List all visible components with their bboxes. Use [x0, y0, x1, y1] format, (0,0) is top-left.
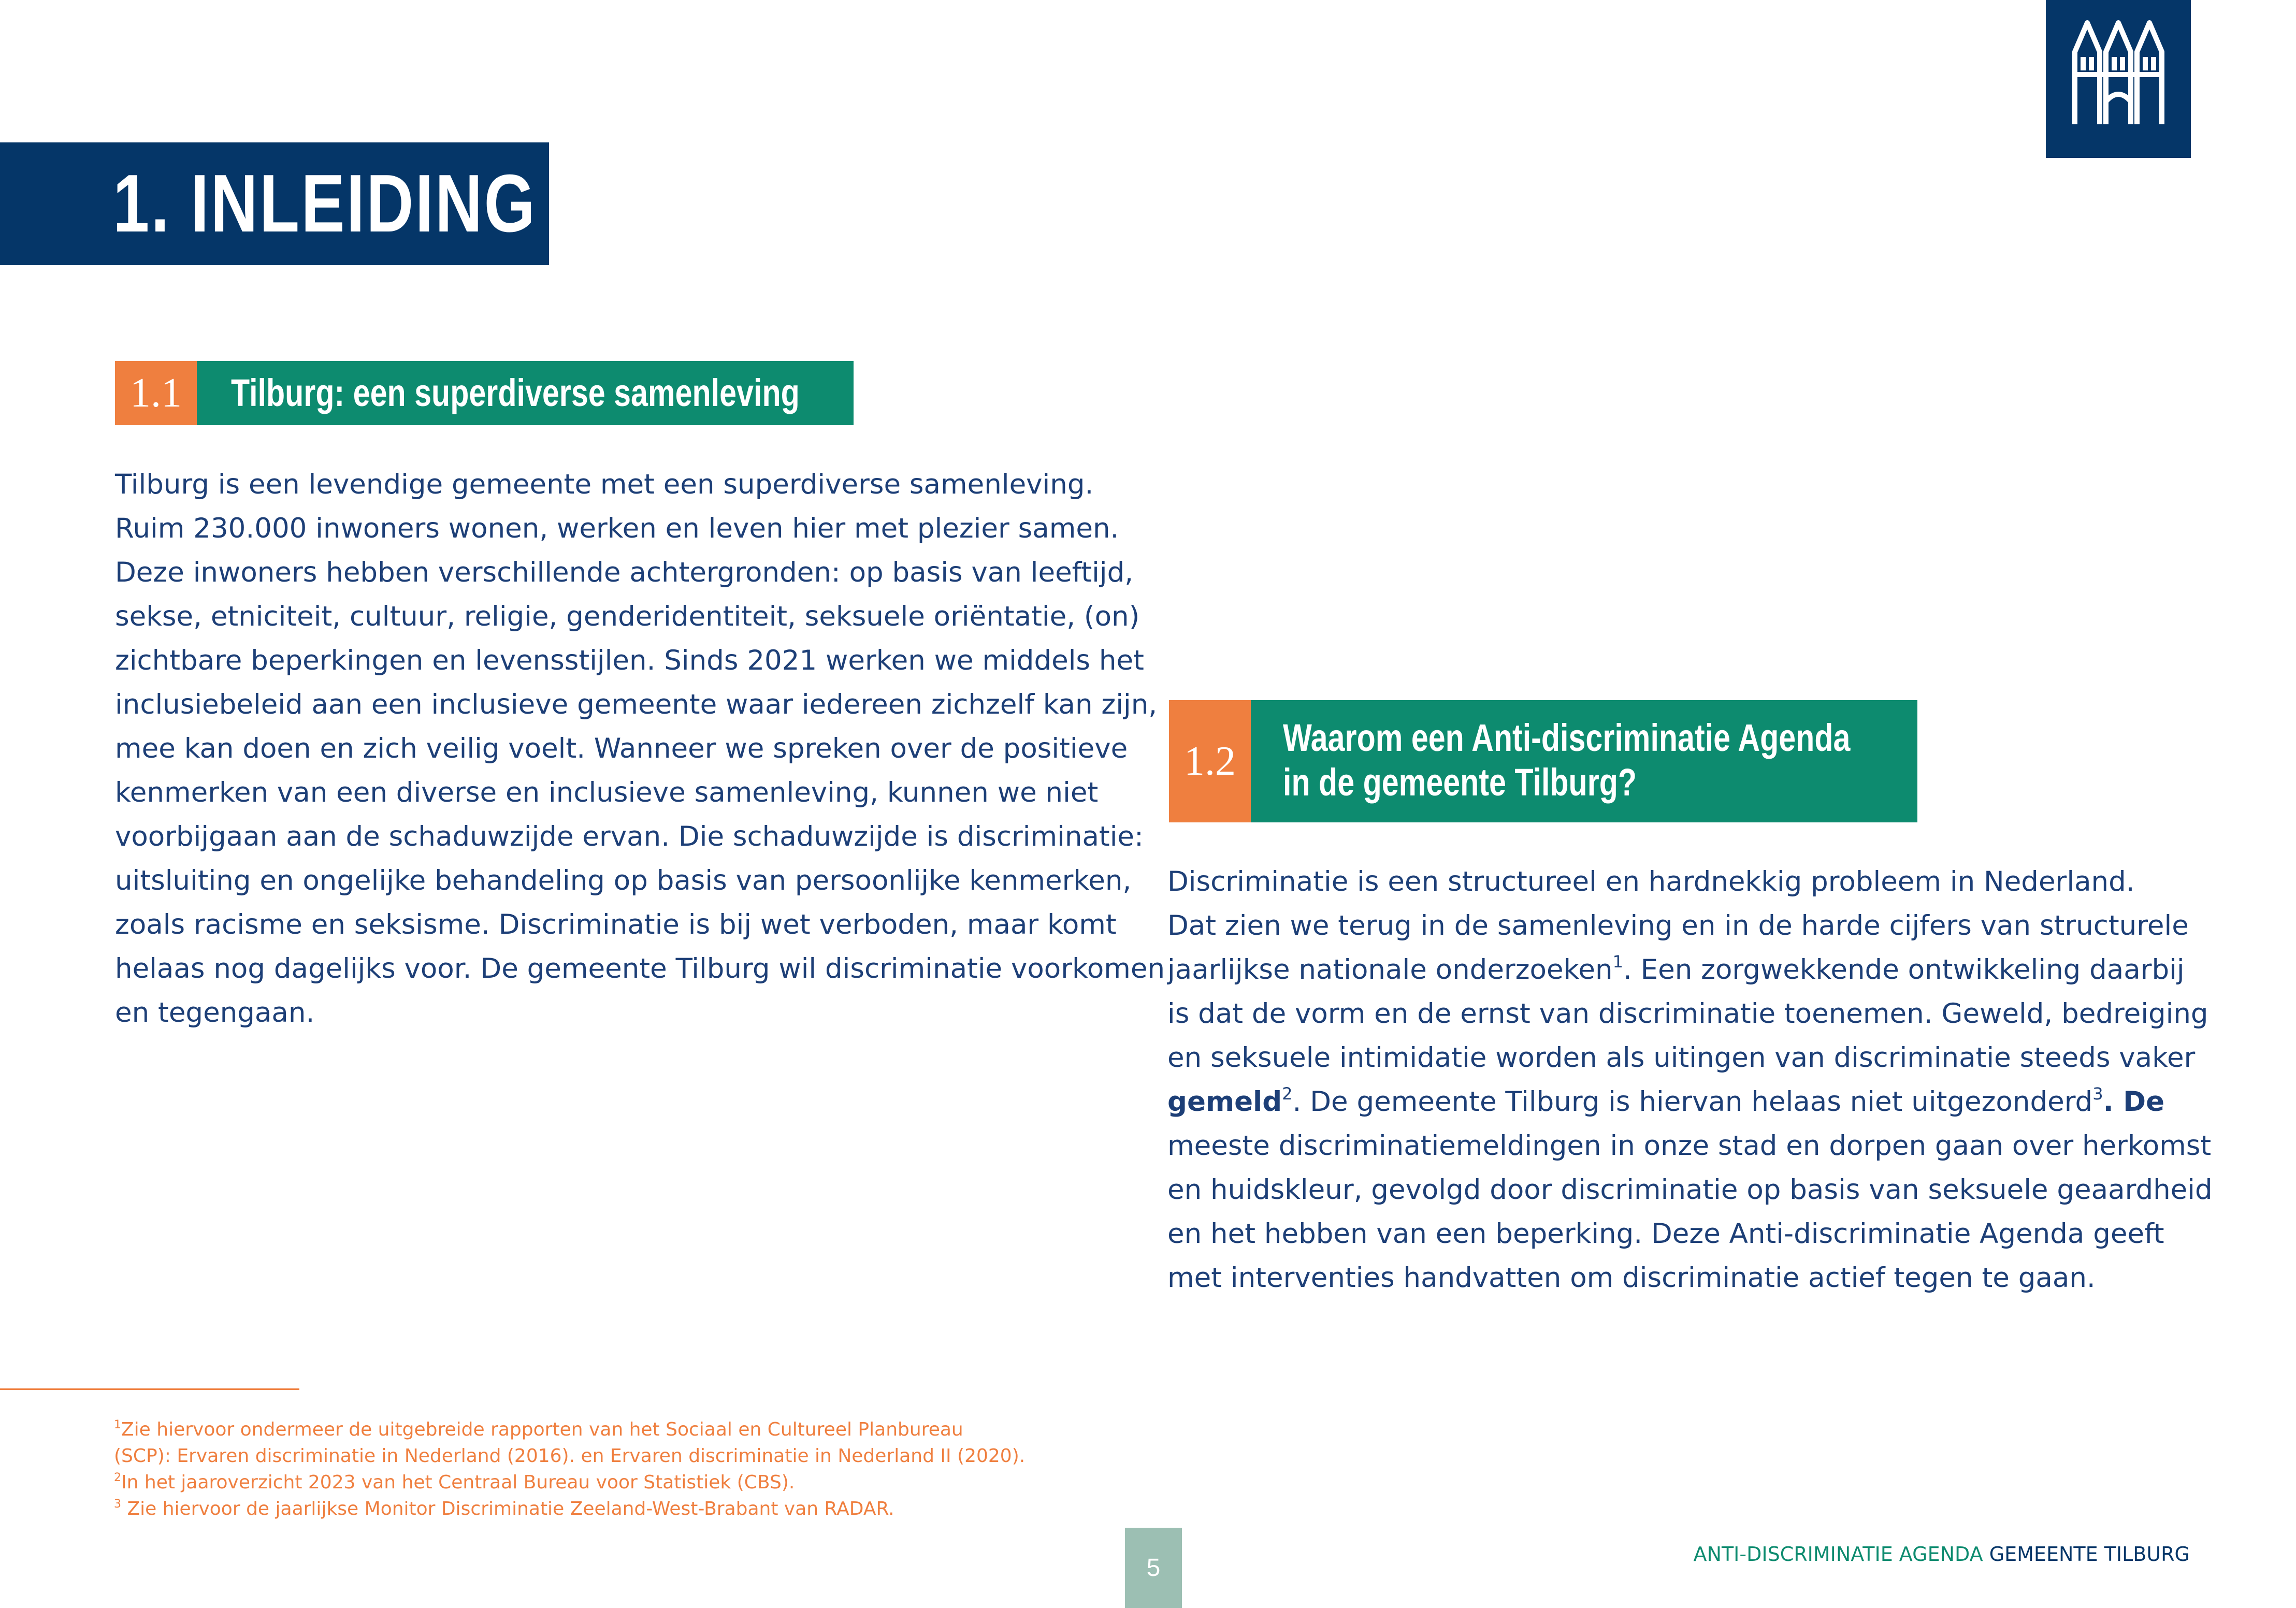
- section-2-body: Discriminatie is een structureel en hardnekkig probleem in Nederland. Dat zien we terug in de samenleving en in de harde cijfers van structurele jaarlijkse nationale onderzoeken$^1$. Een zorgwekkende ontwikkeling daarbij is dat de vorm en de ernst van discriminatie toenemen. Geweld, bedreiging en seksuele intimidatie worden als uitingen van discriminatie steeds vaker gemeld$^2$. De gemeente Tilburg is hiervan helaas niet uitgezonderd$^3$. De meeste discriminatiemeldingen in onze stad en dorpen gaan over herkomst en huidskleur, gevolgd door discriminatie op basis van seksuele geaardheid en het hebben van een beperking. Deze Anti-discriminatie Agenda geeft met interventies handvatten om discriminatie actief tegen te gaan.: [1167, 866, 2213, 1294]
- city-towers-icon: [2067, 10, 2170, 129]
- footnote-ref-1[interactable]: 1: [1612, 952, 1623, 972]
- municipality-logo: [2046, 0, 2191, 158]
- footnotes: [114, 1416, 1025, 1522]
- section-1-line: uitsluiting en ongelijke behandeling op basis van persoonlijke kenmerken,: [115, 865, 1132, 896]
- section-2-title: Waarom een Anti-discriminatie Agenda in de gemeente Tilburg?: [1251, 700, 1917, 822]
- footnote-ref-2[interactable]: 2: [1282, 1084, 1293, 1104]
- page-number: 5: [1125, 1528, 1182, 1608]
- footnote-divider: [0, 1388, 299, 1390]
- section-1-line: zichtbare beperkingen en levensstijlen. Sinds 2021 werken we middels het: [115, 645, 1144, 676]
- section-1-title: Tilburg: een superdiverse samenleving: [197, 361, 854, 425]
- footnote-2: $^2$In het jaaroverzicht 2023 van het Centraal Bureau voor Statistiek (CBS).: [114, 1471, 795, 1493]
- footnote-3: $^3$ Zie hiervoor de jaarlijkse Monitor Discriminatie Zeeland-West-Brabant van RADAR.: [114, 1498, 894, 1519]
- section-1-body: [115, 462, 1165, 1035]
- section-1-line: zoals racisme en seksisme. Discriminatie is bij wet verboden, maar komt: [115, 909, 1117, 940]
- footnote-1-cont: (SCP): Ervaren discriminatie in Nederland (2016). en Ervaren discriminatie in Nederland II (2020).: [114, 1445, 1026, 1467]
- section-1-line: helaas nog dagelijks voor. De gemeente Tilburg wil discriminatie voorkomen: [115, 953, 1165, 984]
- section-1-line: voorbijgaan aan de schaduwzijde ervan. Die schaduwzijde is discriminatie:: [115, 821, 1144, 852]
- section-1-line: mee kan doen en zich veilig voelt. Wanneer we spreken over de positieve: [115, 733, 1128, 764]
- chapter-title: 1. INLEIDING: [113, 158, 537, 249]
- section-1-line: Tilburg is een levendige gemeente met een superdiverse samenleving.: [115, 469, 1094, 500]
- section-1-line: Ruim 230.000 inwoners wonen, werken en leven hier met plezier samen.: [115, 513, 1119, 544]
- section-1-number: 1.1: [115, 361, 197, 425]
- section-1-line: Deze inwoners hebben verschillende achtergronden: op basis van leeftijd,: [115, 557, 1134, 588]
- section-1-line: kenmerken van een diverse en inclusieve samenleving, kunnen we niet: [115, 777, 1099, 808]
- running-footer: ANTI-DISCRIMINATIE AGENDA GEMEENTE TILBURG: [1693, 1543, 2190, 1566]
- section-1-line: sekse, etniciteit, cultuur, religie, genderidentiteit, seksuele oriëntatie, (on): [115, 601, 1140, 632]
- section-1-line: inclusiebeleid aan een inclusieve gemeente waar iedereen zichzelf kan zijn,: [115, 689, 1158, 720]
- section-1-line: en tegengaan.: [115, 997, 315, 1028]
- footnote-ref-3[interactable]: 3: [2092, 1084, 2103, 1104]
- footnote-1: $^1$Zie hiervoor ondermeer de uitgebreide rapporten van het Sociaal en Cultureel Planbureau: [114, 1418, 963, 1440]
- section-2-number: 1.2: [1169, 700, 1251, 822]
